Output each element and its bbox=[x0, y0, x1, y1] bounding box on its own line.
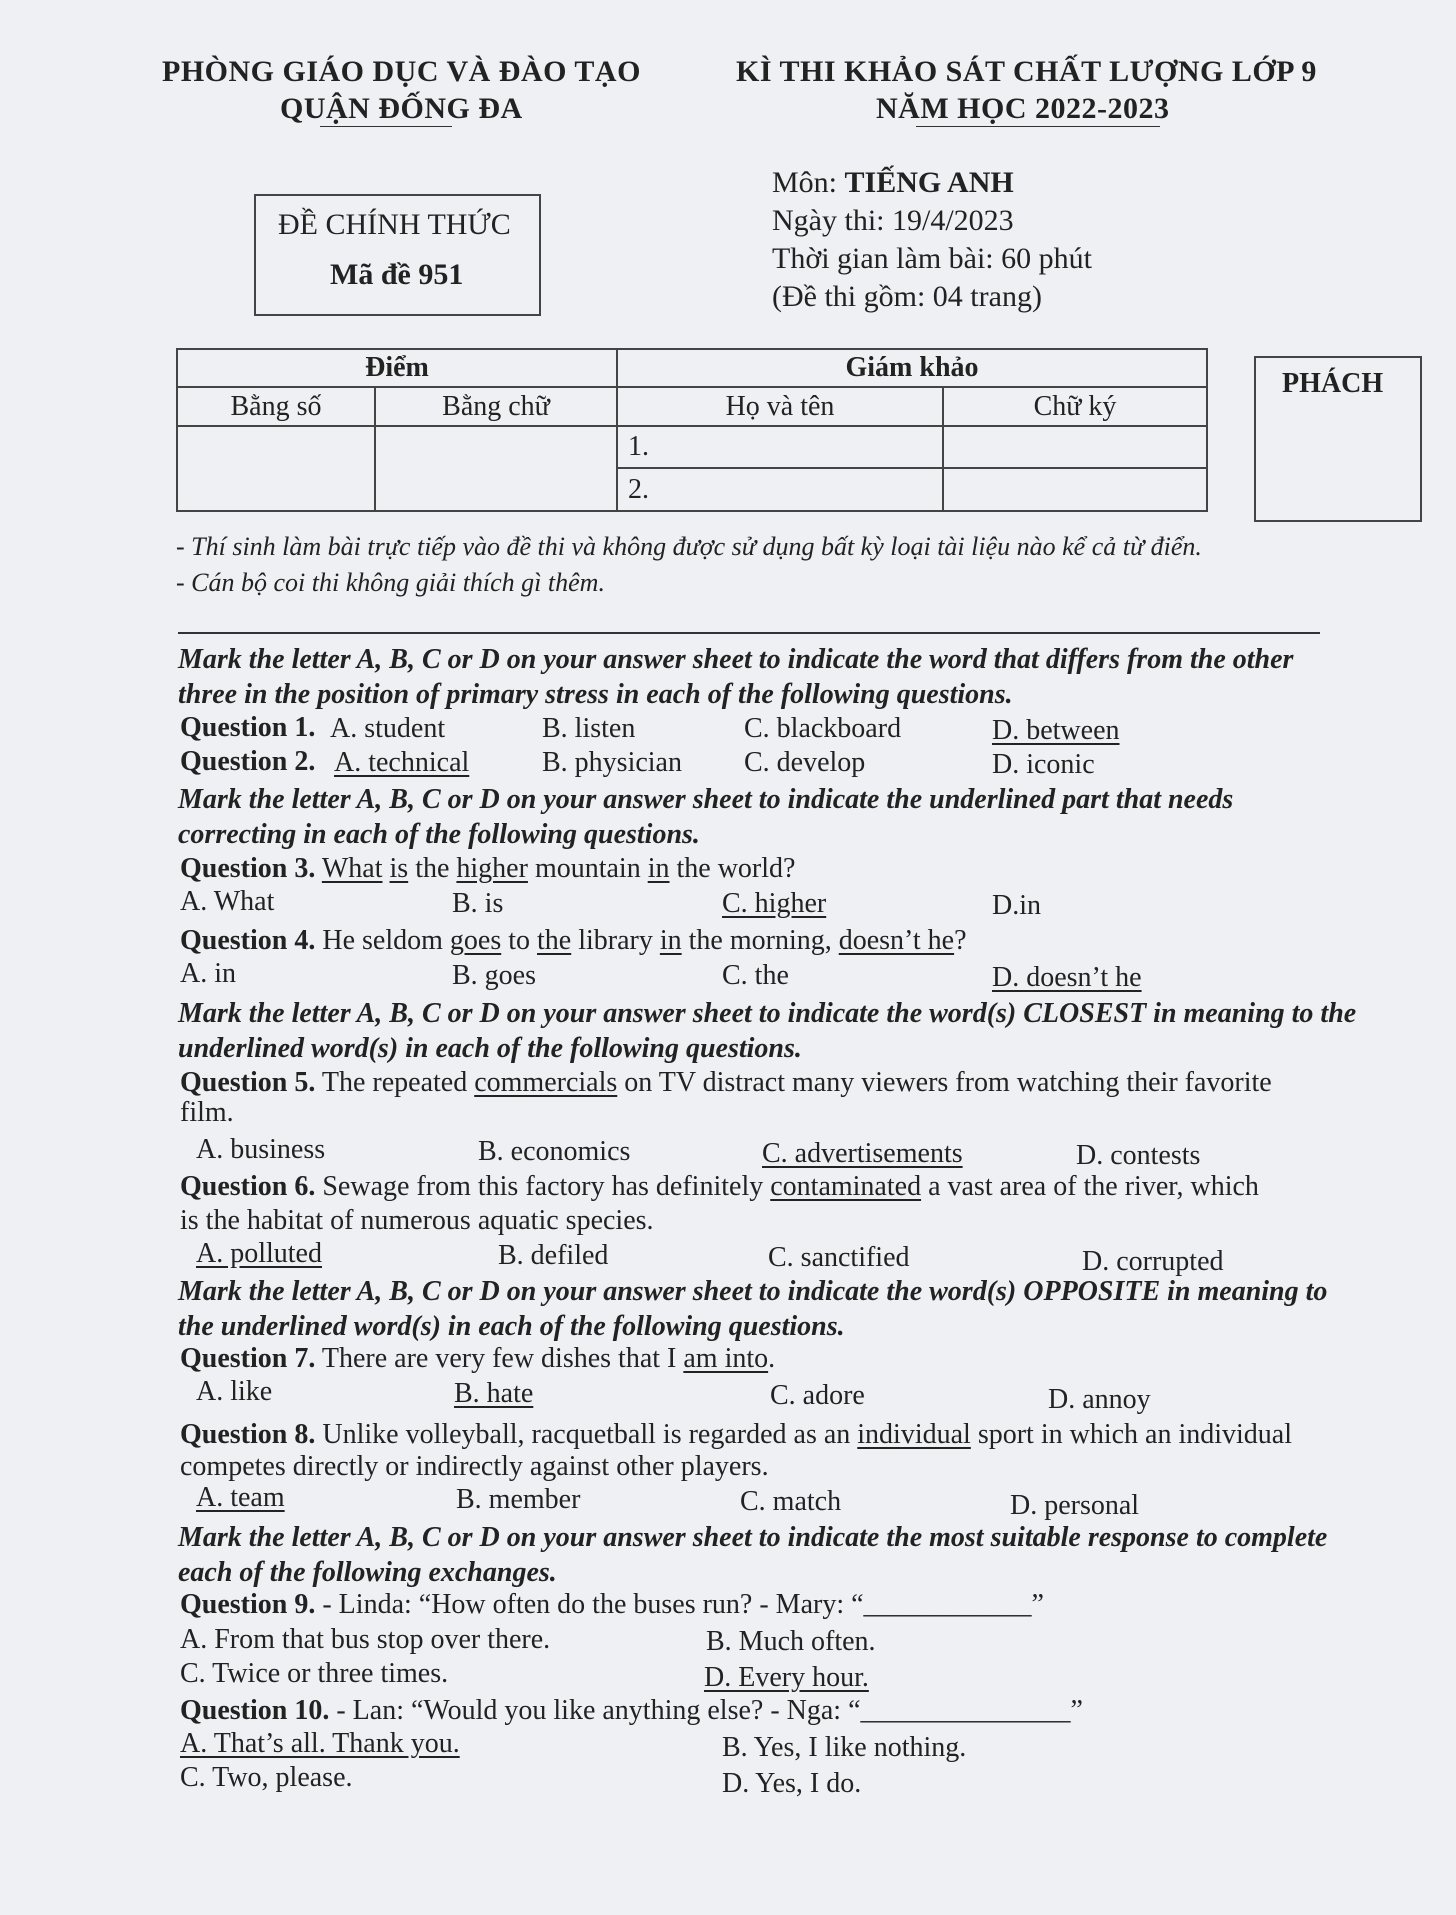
question-label: Question 5. bbox=[180, 1067, 316, 1098]
exam-code: Mã đề 951 bbox=[330, 258, 464, 291]
q4-option-c[interactable]: C. the bbox=[722, 960, 789, 991]
q6-option-c[interactable]: C. sanctified bbox=[768, 1242, 910, 1273]
q10-option-d[interactable]: D. Yes, I do. bbox=[722, 1768, 862, 1799]
note-1: - Thí sinh làm bài trực tiếp vào đề thi và không được sử dụng bất kỳ loại tài liệu nào kể cả từ điển. bbox=[176, 532, 1202, 561]
question-9 bbox=[180, 1588, 1044, 1622]
q5-underlined: commercials bbox=[474, 1067, 618, 1098]
q4-underlined-c: the bbox=[537, 925, 572, 956]
q2-option-a-text: A. technical bbox=[334, 747, 470, 778]
q2-option-b[interactable]: B. physician bbox=[542, 747, 682, 778]
q4-option-d-text: D. doesn’t he bbox=[992, 962, 1142, 993]
q8-text: sport in which an individual bbox=[977, 1419, 1293, 1450]
question-label: Question 7. bbox=[180, 1343, 316, 1374]
q4-text: He seldom bbox=[322, 925, 443, 956]
q9-close-quote: ” bbox=[1031, 1589, 1044, 1620]
question-label: Question 4. bbox=[180, 925, 316, 956]
q6-continued: is the habitat of numerous aquatic species. bbox=[180, 1205, 654, 1236]
examiner-1-signature[interactable] bbox=[943, 426, 1207, 469]
question-label: Question 6. bbox=[180, 1171, 316, 1202]
q10-option-c[interactable]: C. Two, please. bbox=[180, 1762, 353, 1793]
section-1-instruction: Mark the letter A, B, C or D on your answer sheet to indicate the word that differs from the other three in the position of primary stress in each of the following questions. bbox=[178, 644, 1294, 710]
question-7 bbox=[180, 1342, 775, 1376]
subject-label: Môn: bbox=[772, 166, 845, 199]
examiner-header: Giám khảo bbox=[617, 349, 1207, 387]
q9-answer-blank[interactable]: ____________ bbox=[863, 1589, 1032, 1620]
q4-text: library bbox=[578, 925, 653, 956]
score-words-cell[interactable] bbox=[375, 426, 617, 511]
question-label: Question 1. bbox=[180, 712, 316, 743]
question-3 bbox=[180, 852, 795, 886]
q7-option-d[interactable]: D. annoy bbox=[1048, 1384, 1151, 1415]
q9-option-a[interactable]: A. From that bus stop over there. bbox=[180, 1624, 551, 1655]
exam-title: KÌ THI KHẢO SÁT CHẤT LƯỢNG LỚP 9 bbox=[736, 55, 1317, 88]
q1-option-b[interactable]: B. listen bbox=[542, 713, 636, 744]
q9-option-c[interactable]: C. Twice or three times. bbox=[180, 1658, 449, 1689]
q9-option-b[interactable]: B. Much often. bbox=[706, 1626, 876, 1657]
examiner-2-signature[interactable] bbox=[943, 468, 1207, 511]
q4-question-mark: ? bbox=[954, 925, 967, 956]
subject-line bbox=[772, 166, 1014, 200]
q3-text: the world? bbox=[676, 853, 796, 884]
q8-underlined: individual bbox=[857, 1419, 971, 1450]
score-number-header: Bằng số bbox=[177, 387, 375, 425]
q9-option-d[interactable] bbox=[704, 1662, 869, 1694]
q5-option-d[interactable]: D. contests bbox=[1076, 1140, 1201, 1171]
phach-label: PHÁCH bbox=[1282, 368, 1384, 399]
q4-underlined-b: goes bbox=[449, 925, 502, 956]
q2-option-a[interactable] bbox=[334, 747, 469, 779]
q7-option-b-text: B. hate bbox=[454, 1378, 534, 1409]
q5-option-c-text: C. advertisements bbox=[762, 1138, 963, 1169]
q9-text: - Linda: “How often do the buses run? - Mary: “ bbox=[322, 1589, 864, 1620]
score-table bbox=[176, 348, 1208, 512]
exam-pages: (Đề thi gồm: 04 trang) bbox=[772, 280, 1042, 313]
exam-duration: Thời gian làm bài: 60 phút bbox=[772, 242, 1092, 275]
question-10 bbox=[180, 1694, 1083, 1728]
district-name: QUẬN ĐỐNG ĐA bbox=[280, 92, 523, 125]
q4-option-d[interactable] bbox=[992, 962, 1142, 994]
score-header: Điểm bbox=[177, 349, 617, 387]
q3-option-a[interactable]: A. What bbox=[180, 886, 275, 917]
exam-date: Ngày thi: 19/4/2023 bbox=[772, 204, 1014, 237]
q7-period: . bbox=[768, 1343, 776, 1374]
q10-option-a-text: A. That’s all. Thank you. bbox=[180, 1728, 460, 1759]
examiner-signature-header: Chữ ký bbox=[943, 387, 1207, 425]
q5-text: The repeated bbox=[321, 1067, 468, 1098]
q6-underlined: contaminated bbox=[770, 1171, 922, 1202]
q1-option-d-text: D. between bbox=[992, 715, 1120, 746]
subject-name: TIẾNG ANH bbox=[844, 166, 1014, 199]
section-4-instruction: Mark the letter A, B, C or D on your answer sheet to indicate the word(s) OPPOSITE in meaning to the underlined word(s) in each of the following questions. bbox=[178, 1276, 1328, 1342]
q9-option-d-text: D. Every hour. bbox=[704, 1662, 869, 1693]
examiner-2-name[interactable]: 2. bbox=[617, 468, 943, 511]
q4-text: the morning, bbox=[688, 925, 832, 956]
section-5-instruction: Mark the letter A, B, C or D on your answer sheet to indicate the most suitable response to complete each of the following exchanges. bbox=[178, 1522, 1328, 1588]
q3-underlined-b: is bbox=[389, 853, 409, 884]
official-label: ĐỀ CHÍNH THỨC bbox=[278, 208, 511, 241]
question-1 bbox=[180, 711, 315, 745]
q4-option-a[interactable]: A. in bbox=[180, 958, 236, 989]
q3-text: the bbox=[415, 853, 450, 884]
score-number-cell[interactable] bbox=[177, 426, 375, 511]
q6-option-a-text: A. polluted bbox=[196, 1238, 322, 1269]
department-name: PHÒNG GIÁO DỤC VÀ ĐÀO TẠO bbox=[162, 55, 641, 88]
q1-option-c[interactable]: C. blackboard bbox=[744, 713, 902, 744]
question-label: Question 3. bbox=[180, 853, 316, 884]
question-label: Question 2. bbox=[180, 746, 316, 777]
q7-option-a[interactable]: A. like bbox=[196, 1376, 273, 1407]
q8-option-b[interactable]: B. member bbox=[456, 1484, 581, 1515]
note-2: - Cán bộ coi thi không giải thích gì thêm. bbox=[176, 568, 605, 597]
q10-option-b[interactable]: B. Yes, I like nothing. bbox=[722, 1732, 967, 1763]
question-6 bbox=[180, 1170, 1259, 1204]
q7-option-c[interactable]: C. adore bbox=[770, 1380, 865, 1411]
q10-text: - Lan: “Would you like anything else? - Nga: “ bbox=[336, 1695, 861, 1726]
q7-text: There are very few dishes that I bbox=[321, 1343, 677, 1374]
q7-underlined: am into bbox=[683, 1343, 769, 1374]
question-5 bbox=[180, 1066, 1272, 1100]
q3-option-c-text: C. higher bbox=[722, 888, 827, 919]
q8-option-a[interactable] bbox=[196, 1482, 285, 1514]
q4-underlined-d: doesn’t he bbox=[838, 925, 955, 956]
question-label: Question 10. bbox=[180, 1695, 330, 1726]
separator-line bbox=[178, 632, 1320, 634]
q5-option-a[interactable]: A. business bbox=[196, 1134, 326, 1165]
q6-text: a vast area of the river, which bbox=[928, 1171, 1259, 1202]
q3-underlined-d: in bbox=[647, 853, 670, 884]
q2-option-d[interactable]: D. iconic bbox=[992, 749, 1095, 780]
q10-answer-blank[interactable]: _______________ bbox=[860, 1695, 1071, 1726]
score-words-header: Bằng chữ bbox=[375, 387, 617, 425]
q6-option-b[interactable]: B. defiled bbox=[498, 1240, 609, 1271]
q6-option-d[interactable]: D. corrupted bbox=[1082, 1246, 1224, 1277]
q10-close-quote: ” bbox=[1070, 1695, 1083, 1726]
q3-option-b[interactable]: B. is bbox=[452, 888, 504, 919]
q4-option-b[interactable]: B. goes bbox=[452, 960, 536, 991]
q5-option-b[interactable]: B. economics bbox=[478, 1136, 631, 1167]
q3-underlined-c: higher bbox=[456, 853, 528, 884]
question-label: Question 9. bbox=[180, 1589, 316, 1620]
header-underline-left bbox=[320, 126, 452, 127]
section-3-instruction: Mark the letter A, B, C or D on your answer sheet to indicate the word(s) CLOSEST in meaning to the underlined word(s) in each of the following questions. bbox=[178, 998, 1357, 1064]
examiner-name-header: Họ và tên bbox=[617, 387, 943, 425]
q8-option-d[interactable]: D. personal bbox=[1010, 1490, 1140, 1521]
header-underline-right bbox=[916, 126, 1160, 127]
question-4 bbox=[180, 924, 967, 958]
q8-option-a-text: A. team bbox=[196, 1482, 285, 1513]
q3-text: mountain bbox=[534, 853, 641, 884]
q6-text: Sewage from this factory has definitely bbox=[322, 1171, 764, 1202]
q5-text: on TV distract many viewers from watching their favorite bbox=[624, 1067, 1272, 1098]
question-2 bbox=[180, 745, 315, 779]
q5-option-c[interactable] bbox=[762, 1138, 963, 1170]
examiner-1-name[interactable]: 1. bbox=[617, 426, 943, 469]
school-year: NĂM HỌC 2022-2023 bbox=[876, 92, 1170, 125]
question-label: Question 8. bbox=[180, 1419, 316, 1450]
q8-text: Unlike volleyball, racquetball is regarded as an bbox=[322, 1419, 851, 1450]
q5-continued: film. bbox=[180, 1097, 234, 1128]
q8-option-c[interactable]: C. match bbox=[740, 1486, 842, 1517]
q3-option-d[interactable]: D.in bbox=[992, 890, 1041, 921]
q6-option-a[interactable] bbox=[196, 1238, 322, 1270]
section-2-instruction: Mark the letter A, B, C or D on your answer sheet to indicate the underlined part that needs correcting in each of the following questions. bbox=[178, 784, 1234, 850]
q4-underlined-a: in bbox=[659, 925, 682, 956]
q8-continued: competes directly or indirectly against other players. bbox=[180, 1451, 769, 1482]
q10-option-a[interactable] bbox=[180, 1728, 460, 1760]
question-8 bbox=[180, 1418, 1292, 1452]
q1-option-a[interactable]: A. student bbox=[330, 713, 446, 744]
q3-underlined-a: What bbox=[321, 853, 383, 884]
q7-option-b[interactable] bbox=[454, 1378, 533, 1410]
q4-text: to bbox=[508, 925, 530, 956]
official-exam-box bbox=[254, 194, 541, 316]
q2-option-c[interactable]: C. develop bbox=[744, 747, 866, 778]
phach-box bbox=[1254, 356, 1422, 522]
q3-option-c[interactable] bbox=[722, 888, 826, 920]
q1-option-d[interactable] bbox=[992, 715, 1120, 747]
